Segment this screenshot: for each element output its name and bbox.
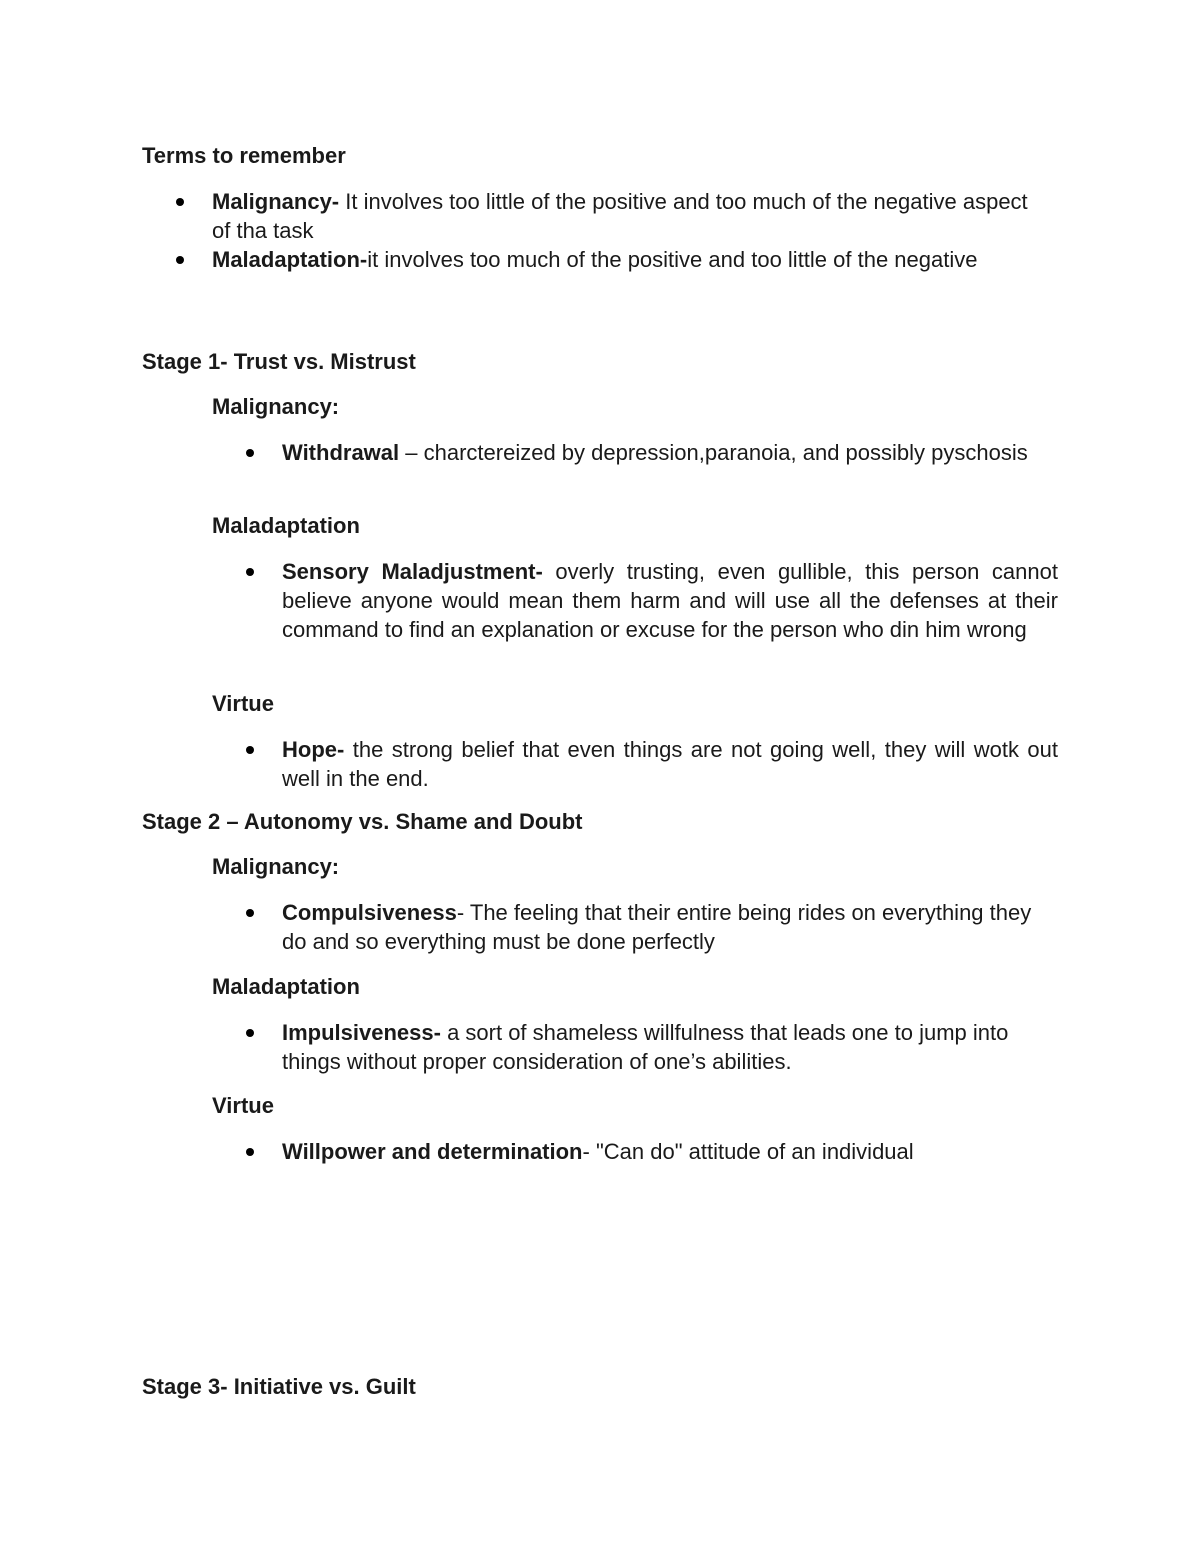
list-item-maladaptation-term xyxy=(212,245,1032,274)
stage2-malignancy-item xyxy=(282,898,1058,956)
term-definition: - The feeling that their entire being rides on everything they do and so everything must be done perfectly xyxy=(282,900,1032,954)
stage2-maladaptation-item xyxy=(282,1018,1058,1076)
term-name: Malignancy- xyxy=(212,189,340,214)
stage2-heading: Stage 2 – Autonomy vs. Shame and Doubt xyxy=(142,809,583,834)
term-name: Compulsiveness xyxy=(282,900,457,925)
bullet-icon xyxy=(246,1029,254,1037)
term-name: Maladaptation- xyxy=(212,247,368,272)
term-definition: overly trusting, even gullible, this person cannot believe anyone would mean them harm and will use all the defenses at their command to find an explanation or excuse for the person who din him wrong xyxy=(282,559,1058,642)
term-definition: - "Can do" attitude of an individual xyxy=(582,1139,914,1164)
bullet-icon xyxy=(246,568,254,576)
stage1-virtue-label: Virtue xyxy=(212,691,274,716)
terms-heading: Terms to remember xyxy=(142,143,346,168)
stage3-heading: Stage 3- Initiative vs. Guilt xyxy=(142,1374,416,1399)
stage2-maladaptation-label: Maladaptation xyxy=(212,974,360,999)
bullet-icon xyxy=(176,256,184,264)
term-definition: – charctereized by depression,paranoia, and possibly pyschosis xyxy=(399,440,1028,465)
term-definition: it involves too much of the positive and too little of the negative xyxy=(367,247,978,272)
term-name: Hope- xyxy=(282,737,345,762)
term-name: Willpower and determination xyxy=(282,1139,583,1164)
term-name: Impulsiveness- xyxy=(282,1020,441,1045)
stage1-malignancy-item xyxy=(282,438,1058,467)
stage1-maladaptation-item xyxy=(282,557,1058,644)
stage1-maladaptation-label: Maladaptation xyxy=(212,513,360,538)
stage1-malignancy-label: Malignancy: xyxy=(212,394,340,419)
term-name: Withdrawal xyxy=(282,440,400,465)
stage1-heading: Stage 1- Trust vs. Mistrust xyxy=(142,349,416,374)
bullet-icon xyxy=(246,909,254,917)
term-name: Sensory Maladjustment- xyxy=(282,559,543,584)
stage2-virtue-label: Virtue xyxy=(212,1093,274,1118)
term-definition: It involves too little of the positive and too much of the negative aspect of tha task xyxy=(212,189,1028,243)
stage2-malignancy-label: Malignancy: xyxy=(212,854,340,879)
bullet-icon xyxy=(246,1148,254,1156)
list-item-malignancy-term xyxy=(212,187,1032,245)
bullet-icon xyxy=(246,449,254,457)
stage2-virtue-item xyxy=(282,1137,1058,1166)
stage1-virtue-item xyxy=(282,735,1058,793)
bullet-icon xyxy=(176,198,184,206)
term-definition: the strong belief that even things are not going well, they will wotk out well in the end. xyxy=(282,737,1058,791)
term-definition: a sort of shameless willfulness that leads one to jump into things without proper consideration of one’s abilities. xyxy=(282,1020,1009,1074)
bullet-icon xyxy=(246,746,254,754)
